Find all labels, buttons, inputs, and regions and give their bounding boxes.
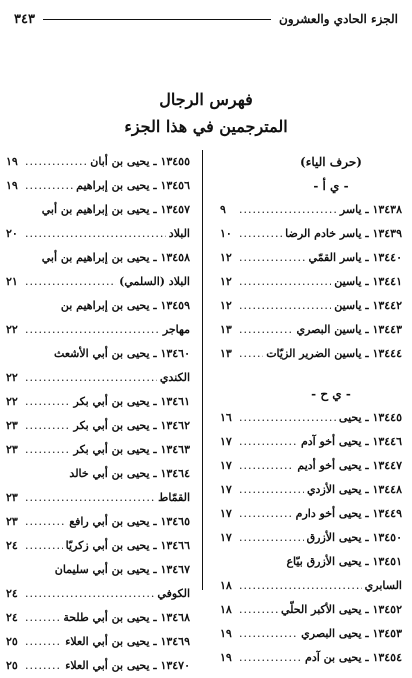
entry-name: ١٣٤٦٤ ـ يحيى بن أبي خالد bbox=[69, 467, 190, 480]
entry-page-number: ٢٢ bbox=[6, 371, 18, 384]
entry-page-number: ٢٤ bbox=[6, 539, 18, 552]
entry-name: ١٣٤٤٥ ـ يحيى bbox=[338, 411, 402, 424]
entry-page-number: ١٩ bbox=[6, 155, 18, 168]
leader-dots bbox=[239, 342, 263, 366]
entry-name: ١٣٤٦٦ ـ يحيى بن أبي زكريّا bbox=[65, 539, 190, 552]
leader-dots bbox=[25, 486, 155, 510]
entry-page-number: ١٦ bbox=[220, 411, 232, 424]
entry-name: ١٣٤٦٩ ـ يحيى بن أبي العلاء bbox=[65, 635, 190, 648]
entry-page-number: ٢٣ bbox=[6, 491, 18, 504]
entry-page-number: ١٨ bbox=[220, 579, 232, 592]
entry-page-number: ٢٢ bbox=[6, 395, 18, 408]
index-entry bbox=[6, 342, 190, 366]
entry-name: الكوفي bbox=[157, 587, 190, 600]
index-entry bbox=[220, 294, 402, 318]
entry-name: ١٣٤٥٧ ـ يحيى بن إبراهيم بن أبي bbox=[41, 203, 190, 216]
left-column bbox=[6, 150, 190, 678]
entry-page-number: ٢٤ bbox=[6, 611, 18, 624]
index-group-1 bbox=[220, 198, 402, 366]
entry-name: ١٣٤٦٨ ـ يحيى بن أبي طلحة bbox=[63, 611, 190, 624]
entry-name: ١٣٤٦٢ ـ يحيى بن أبي بكر bbox=[73, 419, 190, 432]
entry-name: ١٣٤٥٥ ـ يحيى بن أبان bbox=[90, 155, 190, 168]
leader-dots bbox=[239, 598, 278, 622]
entry-page-number: ٢٥ bbox=[6, 659, 18, 672]
entry-name: الكندي bbox=[159, 371, 190, 384]
group-label: - ي أ - bbox=[313, 179, 349, 193]
entry-name: ١٣٤٣٩ ـ ياسر خادم الرضا bbox=[285, 227, 402, 240]
leader-dots bbox=[25, 150, 87, 174]
leader-dots bbox=[239, 454, 294, 478]
index-entry bbox=[6, 174, 190, 198]
leader-dots bbox=[239, 502, 293, 526]
index-entry bbox=[6, 318, 190, 342]
entry-name: ١٣٤٤٤ ـ ياسين الضرير الزيّات bbox=[266, 347, 402, 360]
entry-name: ١٣٤٤٣ ـ ياسين البصري bbox=[296, 323, 402, 336]
leader-dots bbox=[239, 246, 306, 270]
entry-name: مهاجر bbox=[162, 323, 190, 336]
leader-dots bbox=[25, 222, 166, 246]
leader-dots bbox=[25, 270, 116, 294]
leader-dots bbox=[25, 366, 157, 390]
index-entry bbox=[220, 598, 402, 622]
index-entry bbox=[220, 246, 402, 270]
index-entry bbox=[220, 454, 402, 478]
entry-page-number: ١٧ bbox=[220, 507, 232, 520]
leader-dots bbox=[239, 526, 304, 550]
index-entry bbox=[6, 150, 190, 174]
entry-name: ١٣٤٥١ ـ يحيى الأزرق بيّاع bbox=[286, 555, 402, 568]
index-subtitle: المترجمين في هذا الجزء bbox=[124, 117, 288, 136]
index-entry bbox=[6, 198, 190, 222]
group-gap bbox=[220, 366, 402, 382]
leader-dots bbox=[25, 510, 66, 534]
entry-name: ١٣٤٥٢ ـ يحيى الأكبر الحلّي bbox=[280, 603, 402, 616]
index-entry bbox=[220, 550, 402, 574]
entry-name: ١٣٤٥٠ ـ يحيى الأزرق bbox=[306, 531, 402, 544]
page-number: ٣٤٣ bbox=[14, 11, 35, 27]
entry-name: ١٣٤٦٣ ـ يحيى بن أبي بكر bbox=[73, 443, 190, 456]
leader-dots bbox=[25, 390, 71, 414]
index-entry bbox=[6, 366, 190, 390]
running-header-title: الجزء الحادي والعشرون bbox=[279, 12, 398, 26]
leader-dots bbox=[239, 478, 304, 502]
entry-page-number: ١٧ bbox=[220, 483, 232, 496]
entry-name: ١٣٤٤٢ ـ ياسين bbox=[334, 299, 402, 312]
index-entry bbox=[6, 630, 190, 654]
index-entry bbox=[220, 270, 402, 294]
index-entry bbox=[220, 502, 402, 526]
index-entry bbox=[6, 558, 190, 582]
index-entry bbox=[220, 318, 402, 342]
entry-name: السابري bbox=[364, 579, 402, 592]
entry-name: ١٣٤٦٧ ـ يحيى بن أبي سليمان bbox=[54, 563, 190, 576]
entry-name: ١٣٤٥٤ ـ يحيى بن آدم bbox=[305, 651, 402, 664]
index-entry bbox=[6, 390, 190, 414]
entry-name: ١٣٤٤٧ ـ يحيى أخو أديم bbox=[297, 459, 402, 472]
entry-page-number: ١٢ bbox=[220, 251, 232, 264]
index-group-2 bbox=[220, 406, 402, 670]
index-entry bbox=[6, 438, 190, 462]
entry-page-number: ٢٤ bbox=[6, 587, 18, 600]
entry-name: ١٣٤٣٨ ـ ياسر bbox=[339, 203, 402, 216]
leader-dots bbox=[239, 406, 336, 430]
index-entry bbox=[6, 222, 190, 246]
entry-page-number: ١٢ bbox=[220, 299, 232, 312]
leader-dots bbox=[239, 318, 293, 342]
entry-name: ١٣٤٥٨ ـ يحيى بن إبراهيم بن أبي bbox=[41, 251, 190, 264]
entry-page-number: ٢٣ bbox=[6, 419, 18, 432]
index-entry bbox=[6, 654, 190, 678]
index-entry bbox=[220, 526, 402, 550]
entry-page-number: ١٩ bbox=[220, 627, 232, 640]
index-entry bbox=[6, 246, 190, 270]
index-entry bbox=[6, 294, 190, 318]
index-entries bbox=[6, 150, 190, 678]
column-divider bbox=[202, 150, 203, 590]
index-entry bbox=[220, 198, 402, 222]
index-entry bbox=[220, 430, 402, 454]
entry-name: ١٣٤٥٦ ـ يحيى بن إبراهيم bbox=[76, 179, 190, 192]
index-entry bbox=[220, 406, 402, 430]
entry-page-number: ٢٢ bbox=[6, 323, 18, 336]
index-entry bbox=[220, 342, 402, 366]
index-entry bbox=[6, 270, 190, 294]
entry-name: ١٣٤٦٥ ـ يحيى بن أبي رافع bbox=[69, 515, 190, 528]
entry-page-number: ١٣ bbox=[220, 323, 232, 336]
entry-name: ١٣٤٤٨ ـ يحيى الأزدي bbox=[306, 483, 402, 496]
entry-page-number: ١٢ bbox=[220, 275, 232, 288]
entry-name: ١٣٤٤٠ ـ ياسر القمّي bbox=[308, 251, 402, 264]
leader-dots bbox=[239, 294, 331, 318]
index-entry bbox=[6, 414, 190, 438]
right-column bbox=[220, 150, 402, 670]
entry-name: البلاد (السلمي) bbox=[119, 275, 190, 288]
leader-dots bbox=[25, 438, 71, 462]
entry-page-number: ١٩ bbox=[6, 179, 18, 192]
index-entry bbox=[6, 534, 190, 558]
entry-page-number: ١٣ bbox=[220, 347, 232, 360]
leader-dots bbox=[239, 222, 282, 246]
entry-page-number: ٢٣ bbox=[6, 443, 18, 456]
index-entry bbox=[6, 510, 190, 534]
entry-name: البلاد bbox=[168, 227, 190, 240]
group-label: - ي ح - bbox=[311, 387, 351, 401]
entry-name: ١٣٤٤٦ ـ يحيى أخو آدم bbox=[300, 435, 402, 448]
entry-page-number: ١٧ bbox=[220, 435, 232, 448]
leader-dots bbox=[239, 270, 331, 294]
leader-dots bbox=[25, 414, 71, 438]
entry-page-number: ٢١ bbox=[6, 275, 18, 288]
index-title: فهرس الرجال bbox=[159, 90, 253, 109]
leader-dots bbox=[239, 198, 337, 222]
index-entry bbox=[220, 222, 402, 246]
entry-name: ١٣٤٦٠ ـ يحيى بن أبي الأشعث bbox=[54, 347, 190, 360]
index-entry bbox=[220, 574, 402, 598]
entry-page-number: ١٠ bbox=[220, 227, 232, 240]
leader-dots bbox=[239, 430, 298, 454]
entry-page-number: ٢٠ bbox=[6, 227, 18, 240]
entry-name: ١٣٤٤٩ ـ يحيى أخو دارم bbox=[295, 507, 402, 520]
entry-page-number: ٢٣ bbox=[6, 515, 18, 528]
running-header bbox=[14, 8, 398, 30]
leader-dots bbox=[25, 582, 154, 606]
leader-dots bbox=[239, 646, 302, 670]
entry-page-number: ١٧ bbox=[220, 531, 232, 544]
index-entry bbox=[6, 462, 190, 486]
entry-name: ١٣٤٦١ ـ يحيى بن أبي بكر bbox=[73, 395, 190, 408]
leader-dots bbox=[239, 622, 298, 646]
leader-dots bbox=[25, 174, 73, 198]
leader-dots bbox=[25, 630, 62, 654]
leader-dots bbox=[25, 654, 62, 678]
entry-name: ١٣٤٥٩ ـ يحيى بن إبراهيم بن bbox=[60, 299, 190, 312]
index-entry bbox=[220, 478, 402, 502]
index-entry bbox=[6, 582, 190, 606]
section-title: (حرف الياء) bbox=[300, 155, 362, 169]
entry-name: ١٣٤٤١ ـ ياسين bbox=[334, 275, 402, 288]
entry-page-number: ١٨ bbox=[220, 603, 232, 616]
entry-name: ١٣٤٥٣ ـ يحيى البصري bbox=[301, 627, 402, 640]
leader-dots bbox=[25, 318, 160, 342]
entry-page-number: ٩ bbox=[220, 203, 226, 216]
entry-page-number: ٢٥ bbox=[6, 635, 18, 648]
header-rule bbox=[43, 19, 271, 20]
entry-page-number: ١٩ bbox=[220, 651, 232, 664]
entry-page-number: ١٧ bbox=[220, 459, 232, 472]
leader-dots bbox=[25, 534, 63, 558]
index-entry bbox=[220, 622, 402, 646]
index-entry bbox=[220, 646, 402, 670]
index-entry bbox=[6, 486, 190, 510]
leader-dots bbox=[239, 574, 362, 598]
entry-name: القمّاط bbox=[158, 491, 190, 504]
entry-name: ١٣٤٧٠ ـ يحيى بن أبي العلاء bbox=[65, 659, 190, 672]
